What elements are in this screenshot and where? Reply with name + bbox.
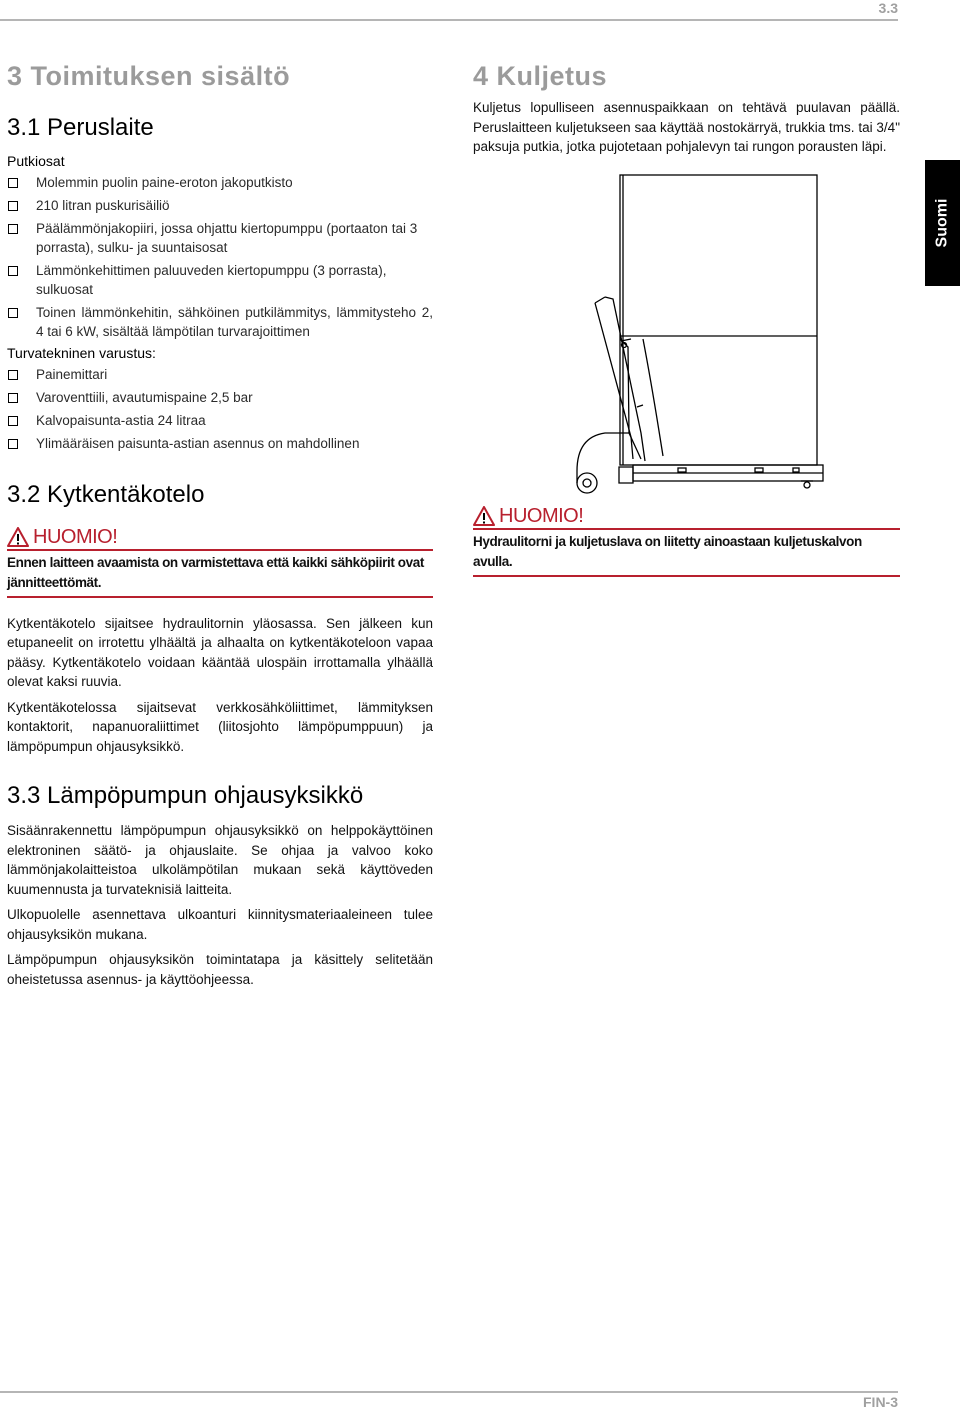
kytkentakotelo-paragraph-2: Kytkentäkotelossa sijaitsevat verkkosähköliittimet, lämmityksen kontaktorit, napanuoraliittimet (liitosjohto lämpöpumppuun) ja lämpöpumpun ohjausyksikkö.: [7, 699, 433, 754]
language-tab-label: Suomi: [933, 198, 951, 248]
header-page-ref: 3.3: [878, 0, 898, 16]
section-3-2-title: 3.2 Kytkentäkotelo: [7, 481, 205, 509]
language-tab: [925, 160, 960, 286]
kytkentakotelo-paragraph-1: Kytkentäkotelo sijaitsee hydraulitornin yläosassa. Sen jälkeen kun etupaneelit on irrotettu ylhäältä ja alhaalta on kytkentäkoteloon vapaa pääsy. Kytkentäkotelo voidaan kääntää ulospäin irrottamalla ylhäällä olevat kaksi ruuvia.: [7, 615, 433, 690]
turva-label: Turvatekninen varustus:: [7, 345, 156, 362]
ohjausyksikko-paragraph-1: Sisäänrakennettu lämpöpumpun ohjausyksikkö on helppokäyttöinen elektroninen säätö- ja ohjauslaite. Se ohjaa ja valvoo koko lämmönjakolaitteistoa ulkolämpötilan mukaan sekä käyttöveden kuumennusta ja turvateknisiä laitteita.: [7, 823, 433, 897]
section-3-title: 3 Toimituksen sisältö: [7, 61, 291, 91]
ohjausyksikko-paragraph-3: Lämpöpumpun ohjausyksikön toimintatapa ja käsittely selitetään oheistetussa asennus- ja käyttöohjeessa.: [7, 952, 433, 987]
ohjausyksikko-paragraph-2: Ulkopuolelle asennettava ulkoanturi kiinnitysmateriaaleineen tulee ohjausyksikön mukana.: [7, 907, 433, 942]
left-column: [7, 60, 433, 989]
list-item: Päälämmönjakopiiri, jossa ohjattu kiertopumppu (portaaton tai 3 porrasta), sulku- ja suuntaisosat: [7, 219, 433, 257]
list-item: Toinen lämmönkehitin, sähköinen putkilämmitys, lämmitysteho 2, 4 tai 6 kW, sisältää lämpötilan turvarajoittimen: [7, 303, 433, 341]
footer-page-number: FIN-3: [863, 1394, 898, 1409]
section-3-3-title: 3.3 Lämpöpumpun ohjausyksikkö: [7, 782, 364, 810]
warning-box-electric: [7, 526, 433, 598]
list-item: Kalvopaisunta-astia 24 litraa: [7, 411, 433, 430]
warning-head: [7, 526, 433, 549]
list-item: 210 litran puskurisäiliö: [7, 196, 433, 215]
list-item: Varoventtiili, avautumispaine 2,5 bar: [7, 388, 433, 407]
warning-rule-bottom: [7, 596, 433, 598]
footer-rule: [0, 1391, 898, 1393]
putkiosat-label: Putkiosat: [7, 153, 65, 170]
warning-title: HUOMIO!: [499, 504, 584, 527]
warning-title: HUOMIO!: [33, 525, 118, 548]
kuljetus-paragraph: Kuljetus lopulliseen asennuspaikkaan on tehtävä puulavan päällä. Peruslaitteen kuljetukseen saa käyttää nostokärryä, trukkia tms. tai 3/4" paksuja putkia, jotka pujotetaan pohjalevyn tai rungon porausten läpi.: [473, 100, 900, 155]
list-item: Ylimääräisen paisunta-astian asennus on mahdollinen: [7, 434, 433, 453]
right-column: [473, 60, 900, 577]
warning-rule-bottom: [473, 575, 900, 577]
list-item: Molemmin puolin paine-eroton jakoputkisto: [7, 173, 433, 192]
list-item: Painemittari: [7, 365, 433, 384]
transport-illustration: [533, 171, 833, 501]
turva-list: [7, 365, 433, 453]
warning-text: Hydraulitorni ja kuljetuslava on liitetty ainoastaan kuljetuskalvon avulla.: [473, 533, 862, 569]
warning-text: Ennen laitteen avaamista on varmistettava että kaikki sähköpiirit ovat jännitteettömät.: [7, 554, 424, 590]
header-rule: [0, 19, 898, 21]
section-3-1-title: 3.1 Peruslaite: [7, 114, 154, 142]
list-item: Lämmönkehittimen paluuveden kiertopumppu (3 porrasta), sulkuosat: [7, 261, 433, 299]
warning-triangle-icon: [7, 527, 29, 547]
warning-triangle-icon: [473, 506, 495, 526]
section-4-title: 4 Kuljetus: [473, 61, 608, 91]
hand-truck-drawing: [533, 171, 833, 501]
warning-head: [473, 505, 900, 528]
warning-box-transport: [473, 505, 900, 577]
putkiosat-list: [7, 173, 433, 341]
